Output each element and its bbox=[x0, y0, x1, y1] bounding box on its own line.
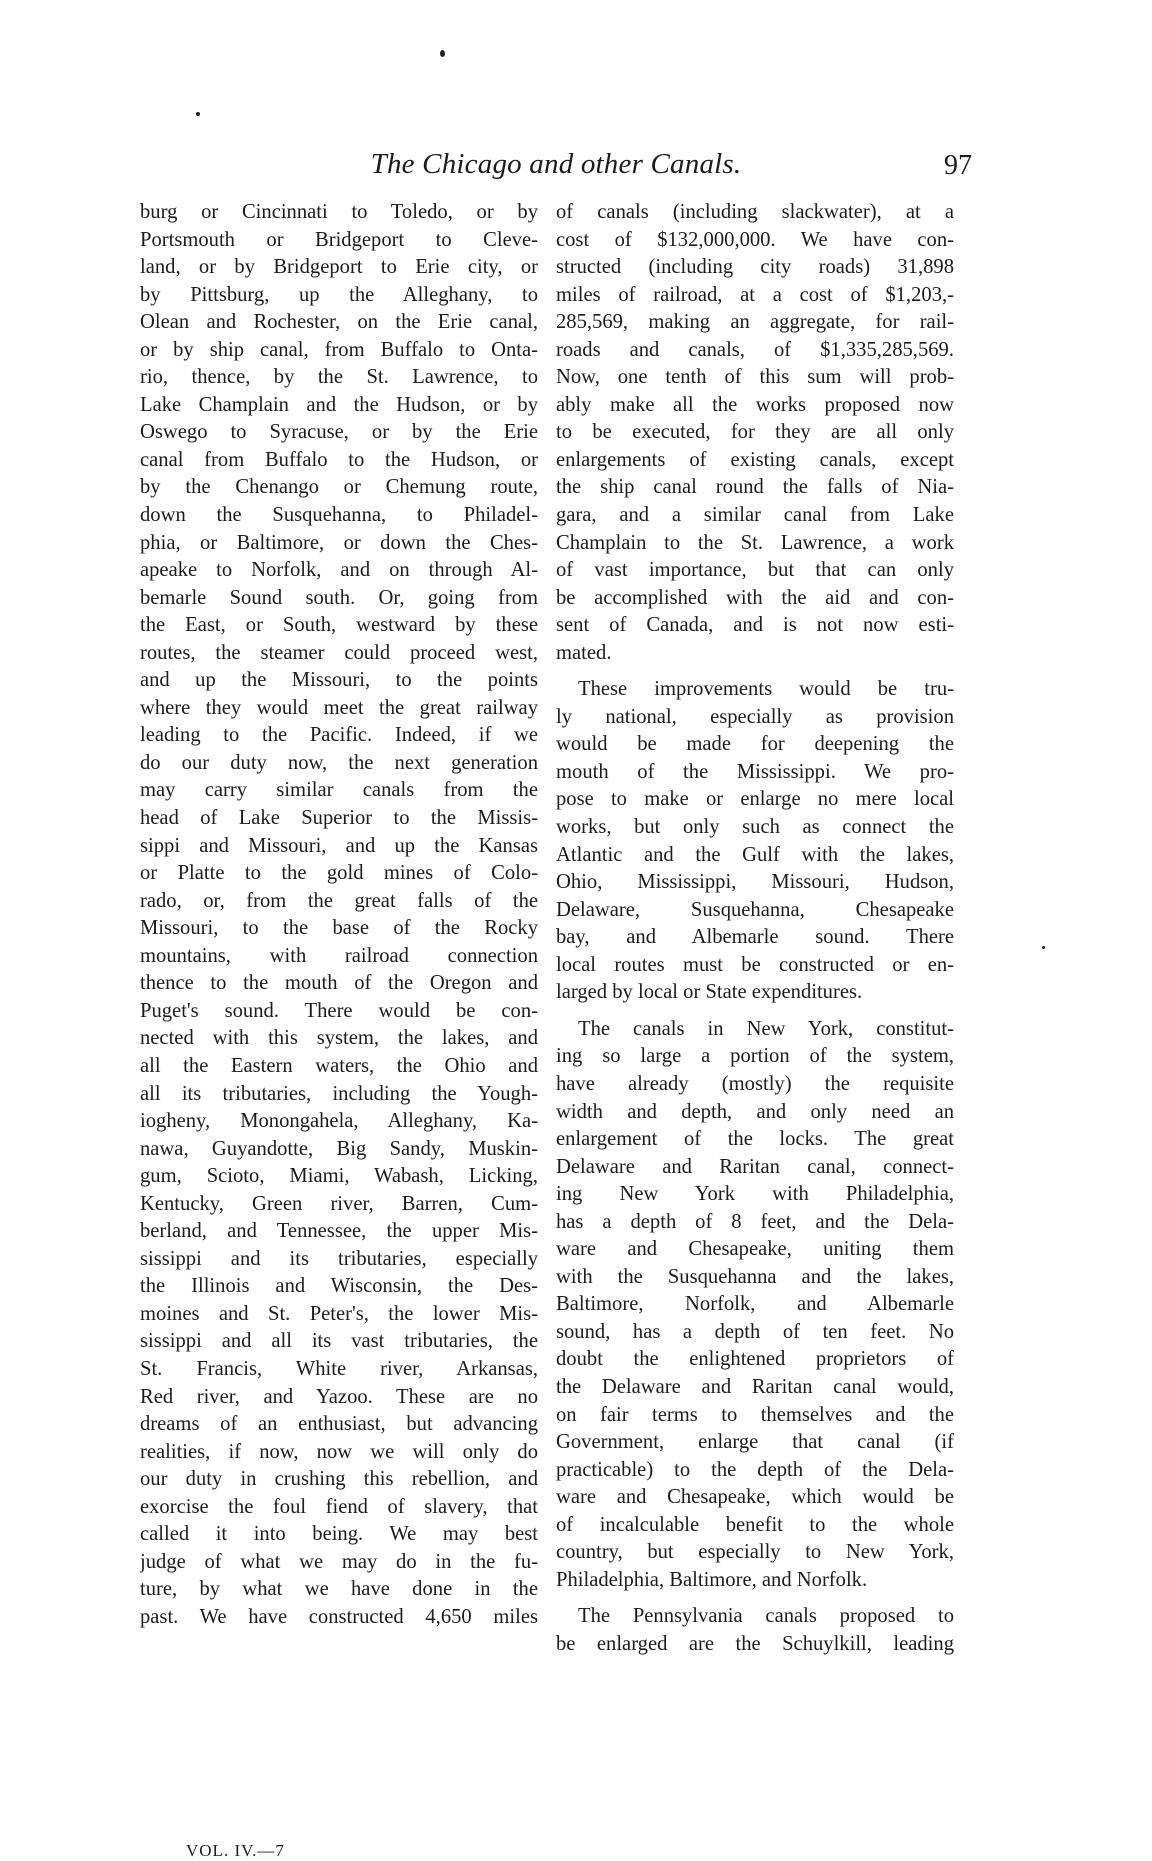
text-line: bay, and Albemarle sound. There bbox=[556, 926, 954, 949]
text-line: St. Francis, White river, Arkansas, bbox=[140, 1357, 538, 1380]
paragraph bbox=[556, 1016, 954, 1594]
text-line: exorcise the foul fiend of slavery, that bbox=[140, 1495, 538, 1518]
text-line: or Platte to the gold mines of Colo- bbox=[140, 862, 538, 885]
paragraph bbox=[556, 1603, 954, 1658]
text-line: ly national, especially as provision bbox=[556, 705, 954, 728]
text-line: berland, and Tennessee, the upper Mis- bbox=[140, 1220, 538, 1243]
text-line: and up the Missouri, to the points bbox=[140, 669, 538, 692]
text-line: These improvements would be tru- bbox=[578, 678, 954, 701]
text-line: our duty in crushing this rebellion, and bbox=[140, 1468, 538, 1491]
text-line: may carry similar canals from the bbox=[140, 779, 538, 802]
page-number: 97 bbox=[944, 150, 972, 181]
text-line: sissippi and all its vast tributaries, the bbox=[140, 1330, 538, 1353]
text-line: ing so large a portion of the system, bbox=[556, 1045, 954, 1068]
text-line: the East, or South, westward by these bbox=[140, 614, 538, 637]
text-line: The Pennsylvania canals proposed to bbox=[578, 1605, 954, 1628]
text-line: sippi and Missouri, and up the Kansas bbox=[140, 834, 538, 857]
text-line: to be executed, for they are all only bbox=[556, 421, 954, 444]
text-line: leading to the Pacific. Indeed, if we bbox=[140, 724, 538, 747]
text-line: enlargements of existing canals, except bbox=[556, 448, 954, 471]
text-line: with the Susquehanna and the lakes, bbox=[556, 1265, 954, 1288]
text-line: gum, Scioto, Miami, Wabash, Licking, bbox=[140, 1165, 538, 1188]
text-line: Red river, and Yazoo. These are no bbox=[140, 1385, 538, 1408]
text-line: phia, or Baltimore, or down the Ches- bbox=[140, 531, 538, 554]
text-line: sent of Canada, and is not now esti- bbox=[556, 614, 954, 637]
text-line: Now, one tenth of this sum will prob- bbox=[556, 366, 954, 389]
text-line: nected with this system, the lakes, and bbox=[140, 1027, 538, 1050]
text-line: 285,569, making an aggregate, for rail- bbox=[556, 311, 954, 334]
text-line: down the Susquehanna, to Philadel- bbox=[140, 504, 538, 527]
text-line: sissippi and its tributaries, especially bbox=[140, 1247, 538, 1270]
ink-speck-left bbox=[196, 112, 200, 116]
text-line: moines and St. Peter's, the lower Mis- bbox=[140, 1302, 538, 1325]
text-line: the Delaware and Raritan canal would, bbox=[556, 1375, 954, 1398]
text-line: Philadelphia, Baltimore, and Norfolk. bbox=[556, 1568, 868, 1591]
text-line: would be made for deepening the bbox=[556, 733, 954, 756]
text-line: practicable) to the depth of the Dela- bbox=[556, 1458, 954, 1481]
paragraph bbox=[556, 676, 954, 1007]
text-line: enlargement of the locks. The great bbox=[556, 1128, 954, 1151]
text-line: ing New York with Philadelphia, bbox=[556, 1183, 954, 1206]
text-line: The canals in New York, constitut- bbox=[578, 1017, 954, 1040]
text-line: Kentucky, Green river, Barren, Cum- bbox=[140, 1192, 538, 1215]
text-line: Champlain to the St. Lawrence, a work bbox=[556, 531, 954, 554]
text-line: sound, has a depth of ten feet. No bbox=[556, 1320, 954, 1343]
ink-speck-right bbox=[1042, 946, 1045, 949]
text-line: do our duty now, the next generation bbox=[140, 751, 538, 774]
text-line: mated. bbox=[556, 641, 612, 664]
text-line: by the Chenango or Chemung route, bbox=[140, 476, 538, 499]
text-line: Atlantic and the Gulf with the lakes, bbox=[556, 843, 954, 866]
text-line: land, or by Bridgeport to Erie city, or bbox=[140, 256, 538, 279]
right-column bbox=[556, 199, 954, 1658]
text-line: roads and canals, of $1,335,285,569. bbox=[556, 338, 954, 361]
text-line: Government, enlarge that canal (if bbox=[556, 1431, 954, 1454]
text-line: bemarle Sound south. Or, going from bbox=[140, 586, 538, 609]
text-line: the Illinois and Wisconsin, the Des- bbox=[140, 1275, 538, 1298]
text-line: iogheny, Monongahela, Alleghany, Ka- bbox=[140, 1110, 538, 1133]
text-line: mouth of the Mississippi. We pro- bbox=[556, 760, 954, 783]
text-line: nawa, Guyandotte, Big Sandy, Muskin- bbox=[140, 1137, 538, 1160]
text-line: Delaware and Raritan canal, connect- bbox=[556, 1155, 954, 1178]
text-line: ware and Chesapeake, which would be bbox=[556, 1486, 954, 1509]
text-line: structed (including city roads) 31,898 bbox=[556, 256, 954, 279]
text-line: burg or Cincinnati to Toledo, or by bbox=[140, 201, 538, 223]
text-line: works, but only such as connect the bbox=[556, 816, 954, 839]
text-line: gara, and a similar canal from Lake bbox=[556, 504, 954, 527]
text-line: Ohio, Mississippi, Missouri, Hudson, bbox=[556, 871, 954, 894]
text-line: Baltimore, Norfolk, and Albemarle bbox=[556, 1293, 954, 1316]
text-line: width and depth, and only need an bbox=[556, 1100, 954, 1123]
text-line: realities, if now, now we will only do bbox=[140, 1440, 538, 1463]
text-line: Delaware, Susquehanna, Chesapeake bbox=[556, 898, 954, 921]
text-line: miles of railroad, at a cost of $1,203,- bbox=[556, 283, 954, 306]
text-line: rado, or, from the great falls of the bbox=[140, 889, 538, 912]
text-line: of canals (including slackwater), at a bbox=[556, 201, 954, 223]
text-line: by Pittsburg, up the Alleghany, to bbox=[140, 283, 538, 306]
text-line: rio, thence, by the St. Lawrence, to bbox=[140, 366, 538, 389]
text-line: larged by local or State expenditures. bbox=[556, 981, 863, 1004]
page-header bbox=[140, 148, 972, 188]
text-line: local routes must be constructed or en- bbox=[556, 953, 954, 976]
text-line: canal from Buffalo to the Hudson, or bbox=[140, 448, 538, 471]
text-line: has a depth of 8 feet, and the Dela- bbox=[556, 1210, 954, 1233]
text-line: routes, the steamer could proceed west, bbox=[140, 641, 538, 664]
text-line: past. We have constructed 4,650 miles bbox=[140, 1605, 538, 1628]
text-line: ably make all the works proposed now bbox=[556, 393, 954, 416]
text-line: doubt the enlightened proprietors of bbox=[556, 1348, 954, 1371]
text-line: all the Eastern waters, the Ohio and bbox=[140, 1054, 538, 1077]
text-line: the ship canal round the falls of Nia- bbox=[556, 476, 954, 499]
text-line: dreams of an enthusiast, but advancing bbox=[140, 1413, 538, 1436]
text-line: pose to make or enlarge no mere local bbox=[556, 788, 954, 811]
text-line: apeake to Norfolk, and on through Al- bbox=[140, 559, 538, 582]
text-line: mountains, with railroad connection bbox=[140, 944, 538, 967]
text-line: of vast importance, but that can only bbox=[556, 559, 954, 582]
paragraph bbox=[556, 199, 954, 667]
text-line: be enlarged are the Schuylkill, leading bbox=[556, 1632, 954, 1655]
text-line: Oswego to Syracuse, or by the Erie bbox=[140, 421, 538, 444]
text-line: Lake Champlain and the Hudson, or by bbox=[140, 393, 538, 416]
text-line: Olean and Rochester, on the Erie canal, bbox=[140, 311, 538, 334]
text-line: thence to the mouth of the Oregon and bbox=[140, 972, 538, 995]
text-line: Puget's sound. There would be con- bbox=[140, 999, 538, 1022]
text-line: of incalculable benefit to the whole bbox=[556, 1513, 954, 1536]
text-line: or by ship canal, from Buffalo to Onta- bbox=[140, 338, 538, 361]
text-line: cost of $132,000,000. We have con- bbox=[556, 228, 954, 251]
text-line: country, but especially to New York, bbox=[556, 1541, 954, 1564]
text-line: be accomplished with the aid and con- bbox=[556, 586, 954, 609]
ink-speck-top bbox=[440, 50, 445, 57]
text-line: judge of what we may do in the fu- bbox=[140, 1550, 538, 1573]
text-line: Portsmouth or Bridgeport to Cleve- bbox=[140, 228, 538, 251]
signature-mark: VOL. IV.—7 bbox=[186, 1841, 285, 1860]
text-line: have already (mostly) the requisite bbox=[556, 1072, 954, 1095]
text-line: where they would meet the great railway bbox=[140, 696, 538, 719]
text-line: called it into being. We may best bbox=[140, 1523, 538, 1546]
text-line: Missouri, to the base of the Rocky bbox=[140, 917, 538, 940]
text-line: ture, by what we have done in the bbox=[140, 1578, 538, 1601]
text-line: all its tributaries, including the Yough- bbox=[140, 1082, 538, 1105]
running-title: The Chicago and other Canals. bbox=[370, 148, 742, 180]
text-line: ware and Chesapeake, uniting them bbox=[556, 1238, 954, 1261]
left-column bbox=[140, 199, 538, 1631]
text-line: on fair terms to themselves and the bbox=[556, 1403, 954, 1426]
text-line: head of Lake Superior to the Missis- bbox=[140, 807, 538, 830]
